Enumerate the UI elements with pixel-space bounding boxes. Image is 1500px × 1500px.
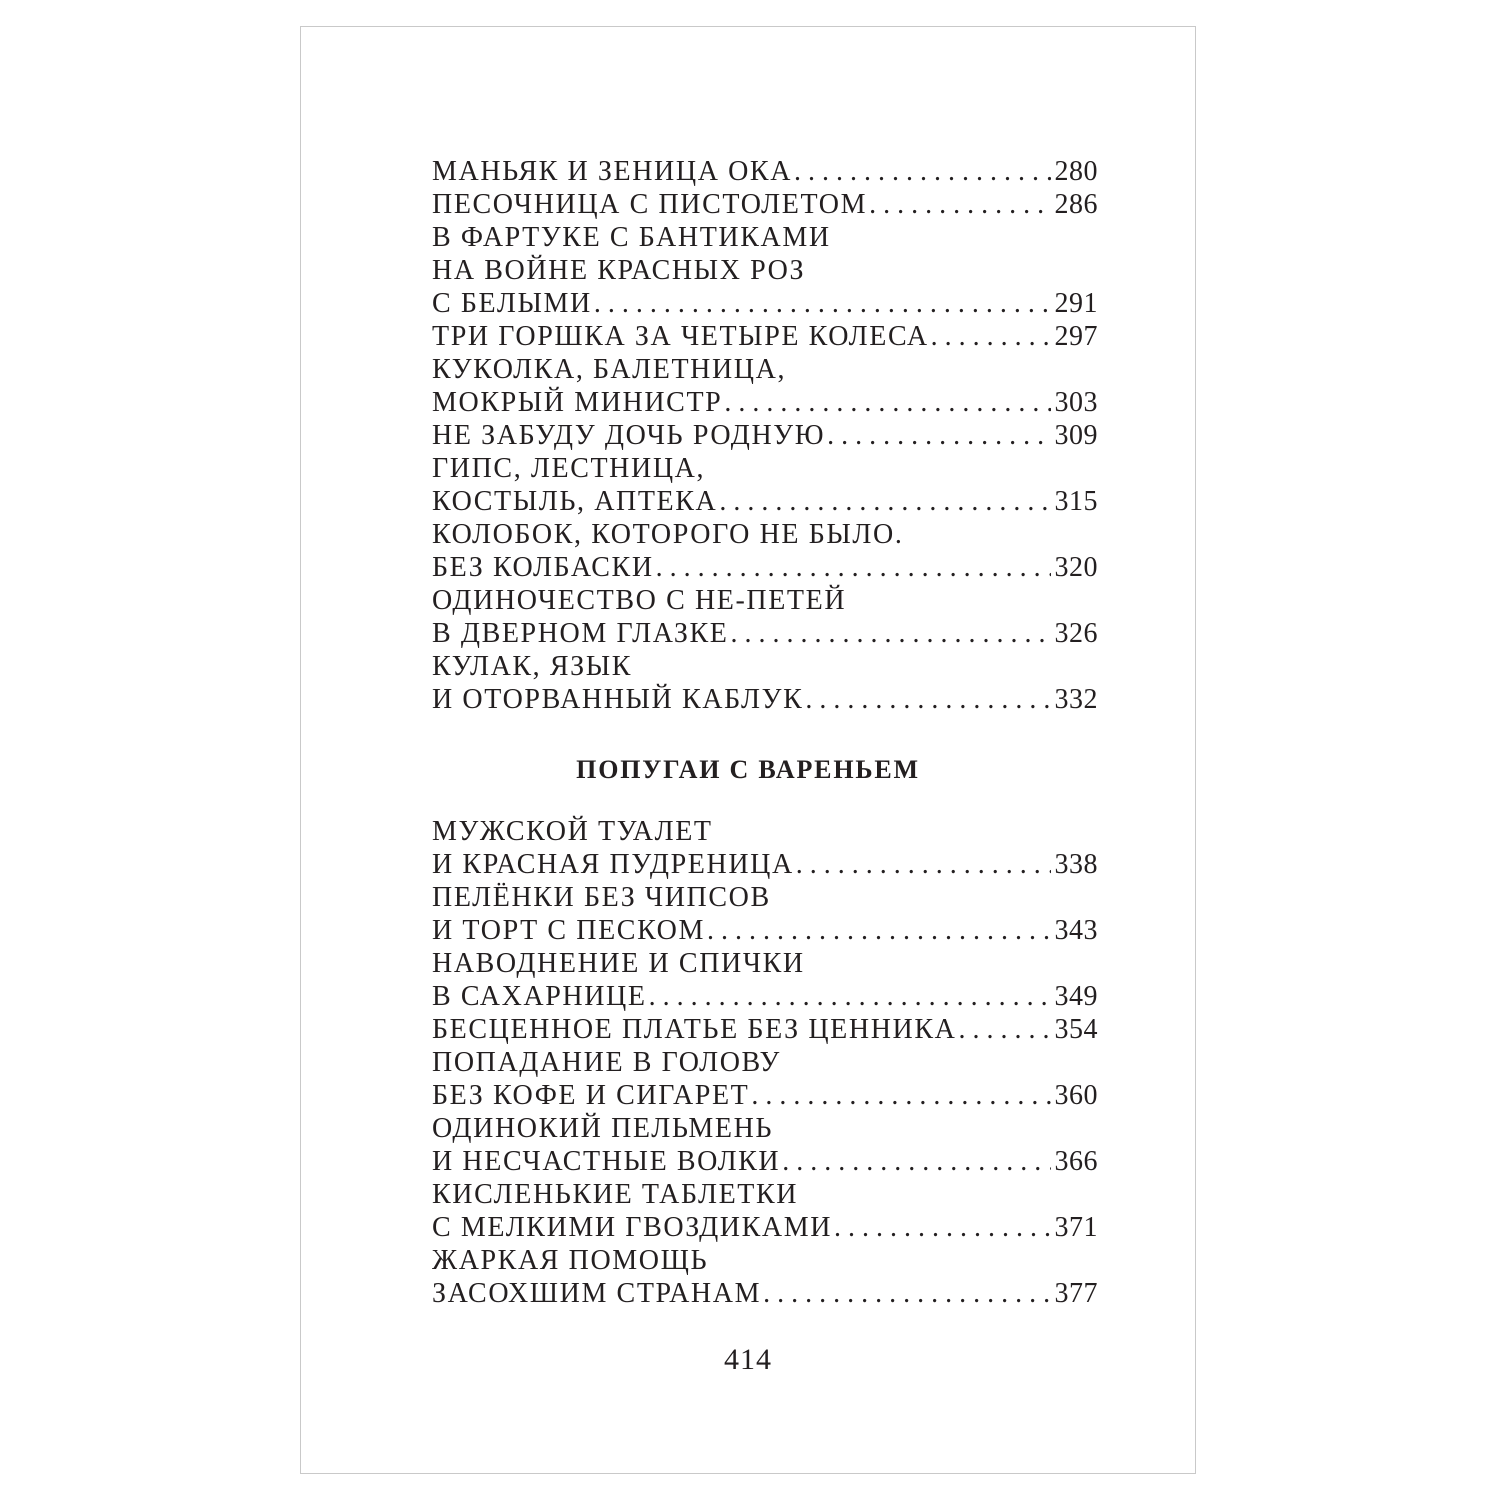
toc-entry-line	[432, 1145, 1098, 1178]
toc-entry-line	[432, 419, 1098, 452]
toc-entry-title: И ТОРТ С ПЕСКОМ	[432, 915, 705, 946]
dot-leader	[647, 980, 1051, 1013]
toc-entry-page: 303	[1054, 387, 1098, 418]
toc-entry-line	[432, 1013, 1098, 1046]
toc-entry-page: 377	[1054, 1278, 1098, 1309]
toc-entry-page: 338	[1054, 849, 1098, 880]
toc-entry-page: 309	[1054, 420, 1098, 451]
dot-leader	[929, 320, 1051, 353]
toc-entry-title: КИСЛЕНЬКИЕ ТАБЛЕТКИ	[432, 1179, 799, 1210]
dot-leader	[654, 551, 1051, 584]
toc-entry-title: В ФАРТУКЕ С БАНТИКАМИ	[432, 222, 831, 253]
section-heading: ПОПУГАИ С ВАРЕНЬЕМ	[576, 755, 920, 784]
toc-entry-line	[432, 1211, 1098, 1244]
toc-entry-page: 354	[1054, 1014, 1098, 1045]
toc-entry-title: БЕСЦЕННОЕ ПЛАТЬЕ БЕЗ ЦЕННИКА	[432, 1014, 957, 1045]
toc-entry-page: 371	[1054, 1212, 1098, 1243]
toc-entry-page: 286	[1054, 189, 1098, 220]
toc-entry-title: КОСТЫЛЬ, АПТЕКА	[432, 486, 718, 517]
toc-entry-title: С БЕЛЫМИ	[432, 288, 592, 319]
toc-entry-title: НА ВОЙНЕ КРАСНЫХ РОЗ	[432, 255, 806, 286]
toc-entry-page: 280	[1054, 156, 1098, 187]
toc-entry-line	[432, 155, 1098, 188]
toc-entry-title: ТРИ ГОРШКА ЗА ЧЕТЫРЕ КОЛЕСА	[432, 321, 929, 352]
toc-entry-page: 291	[1054, 288, 1098, 319]
toc-entry-line	[432, 485, 1098, 518]
toc-entry-title: ПЕСОЧНИЦА С ПИСТОЛЕТОМ	[432, 189, 868, 220]
toc-entry-page: 349	[1054, 981, 1098, 1012]
toc-entry-page: 315	[1054, 486, 1098, 517]
toc-entry-title: ЖАРКАЯ ПОМОЩЬ	[432, 1245, 709, 1276]
toc-entry-line	[432, 848, 1098, 881]
toc-entry-title: ГИПС, ЛЕСТНИЦА,	[432, 453, 706, 484]
dot-leader	[956, 1013, 1050, 1046]
page-number: 414	[724, 1343, 772, 1376]
toc-entry-title: И ОТОРВАННЫЙ КАБЛУК	[432, 684, 804, 715]
toc-entry-line	[432, 320, 1098, 353]
dot-leader	[717, 485, 1050, 518]
toc-entry-title: БЕЗ КОФЕ И СИГАРЕТ	[432, 1080, 750, 1111]
toc-entry-title: И КРАСНАЯ ПУДРЕНИЦА	[432, 849, 794, 880]
toc-entry-line	[432, 617, 1098, 650]
toc-entry-title: ПОПАДАНИЕ В ГОЛОВУ	[432, 1047, 781, 1078]
toc-entry-title: В САХАРНИЦЕ	[432, 981, 647, 1012]
toc-entry-page: 360	[1054, 1080, 1098, 1111]
toc-entry-page: 343	[1054, 915, 1098, 946]
toc-entry-title: МАНЬЯК И ЗЕНИЦА ОКА	[432, 156, 793, 187]
toc-entry-line	[432, 287, 1098, 320]
toc-entry-page: 320	[1054, 552, 1098, 583]
toc-entry-page: 366	[1054, 1146, 1098, 1177]
dot-leader	[728, 617, 1050, 650]
toc-entry-title: КУКОЛКА, БАЛЕТНИЦА,	[432, 354, 787, 385]
toc-entry-page: 332	[1054, 684, 1098, 715]
toc-entry-title: С МЕЛКИМИ ГВОЗДИКАМИ	[432, 1212, 833, 1243]
toc-entry-title: МОКРЫЙ МИНИСТР	[432, 387, 723, 418]
dot-leader	[761, 1277, 1050, 1310]
dot-leader	[792, 155, 1050, 188]
toc-section-2	[432, 815, 1098, 1310]
dot-leader	[705, 914, 1051, 947]
dot-leader	[722, 386, 1050, 419]
toc-entry-line	[432, 188, 1098, 221]
toc-entry-title: МУЖСКОЙ ТУАЛЕТ	[432, 816, 713, 847]
dot-leader	[825, 419, 1050, 452]
toc-entry-title: НАВОДНЕНИЕ И СПИЧКИ	[432, 948, 805, 979]
toc-entry-page: 297	[1054, 321, 1098, 352]
toc-entry-line	[432, 914, 1098, 947]
toc-entry-line	[432, 386, 1098, 419]
toc-entry-title: В ДВЕРНОМ ГЛАЗКЕ	[432, 618, 729, 649]
dot-leader	[867, 188, 1050, 221]
dot-leader	[832, 1211, 1050, 1244]
dot-leader	[749, 1079, 1050, 1112]
toc-entry-title: КУЛАК, ЯЗЫК	[432, 651, 633, 682]
toc-entry-title: БЕЗ КОЛБАСКИ	[432, 552, 654, 583]
toc-entry-title: ОДИНОЧЕСТВО С НЕ-ПЕТЕЙ	[432, 585, 847, 616]
toc-section-1	[432, 155, 1098, 716]
toc-entry-page: 326	[1054, 618, 1098, 649]
toc-entry-line	[432, 683, 1098, 716]
dot-leader	[780, 1145, 1050, 1178]
toc-entry-title: НЕ ЗАБУДУ ДОЧЬ РОДНУЮ	[432, 420, 826, 451]
toc-entry-line	[432, 980, 1098, 1013]
dot-leader	[592, 287, 1051, 320]
toc-entry-title: ПЕЛЁНКИ БЕЗ ЧИПСОВ	[432, 882, 771, 913]
toc-entry-title: ОДИНОКИЙ ПЕЛЬМЕНЬ	[432, 1113, 774, 1144]
toc-entry-title: КОЛОБОК, КОТОРОГО НЕ БЫЛО.	[432, 519, 904, 550]
dot-leader	[803, 683, 1050, 716]
toc-entry-title: ЗАСОХШИМ СТРАНАМ	[432, 1278, 762, 1309]
toc-entry-line	[432, 551, 1098, 584]
toc-entry-title: И НЕСЧАСТНЫЕ ВОЛКИ	[432, 1146, 781, 1177]
toc-entry-line	[432, 1079, 1098, 1112]
dot-leader	[794, 848, 1051, 881]
toc-entry-line	[432, 1277, 1098, 1310]
